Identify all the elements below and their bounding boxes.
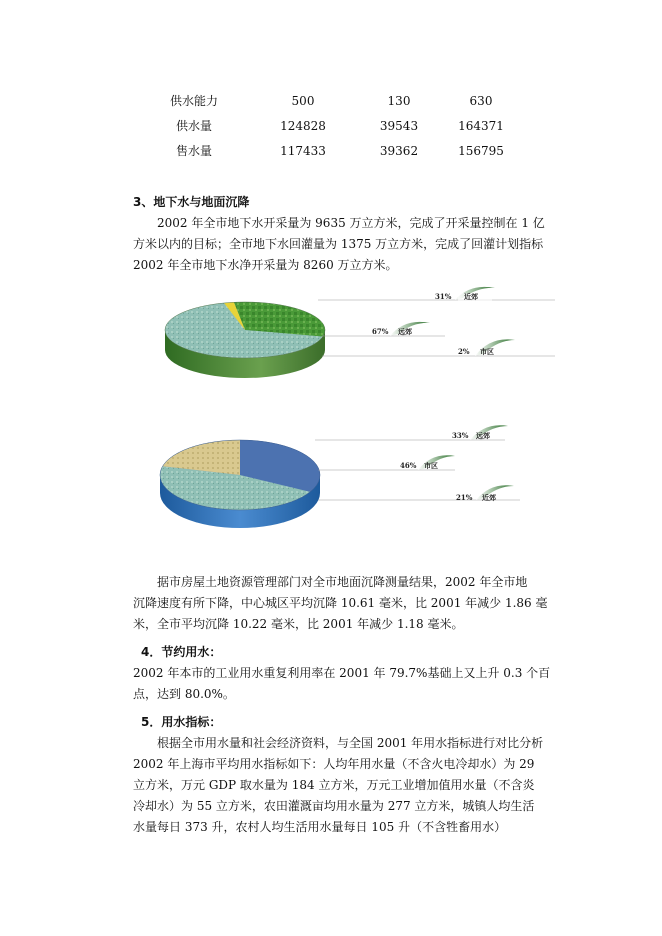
paragraph-line: 米，全市平均沉降 10.22 毫米，比 2001 年减少 1.18 毫米。 bbox=[133, 617, 464, 631]
category-label: 近郊 bbox=[482, 493, 496, 502]
paragraph-line: 点，达到 80.0%。 bbox=[133, 687, 235, 701]
category-label: 市区 bbox=[480, 347, 494, 356]
subsidence-paragraph bbox=[133, 572, 562, 635]
section-heading: 3、地下水与地面沉降 bbox=[133, 195, 250, 209]
paragraph-line: 2002 年全市地下水净开采量为 8260 万立方米。 bbox=[133, 258, 398, 272]
table-cell: 156795 bbox=[458, 143, 504, 158]
paragraph-line: 根据全市用水量和社会经济资料，与全国 2001 年用水指标进行对比分析 bbox=[157, 736, 544, 750]
category-label: 近郊 bbox=[464, 292, 478, 301]
table-cell: 117433 bbox=[280, 143, 326, 158]
paragraph-line: 2002 年上海市平均用水指标如下：人均年用水量（不含火电冷却水）为 29 bbox=[133, 757, 535, 771]
paragraph-line: 2002 年本市的工业用水重复利用率在 2001 年 79.7%基础上又上升 0.3 个百 bbox=[133, 666, 551, 680]
value-label: 2% bbox=[458, 347, 470, 356]
value-label: 31% bbox=[435, 292, 452, 301]
table-cell: 630 bbox=[469, 93, 493, 108]
table-cell: 124828 bbox=[280, 118, 326, 133]
pie1-label-1 bbox=[435, 287, 495, 303]
pie-chart-1 bbox=[165, 302, 325, 378]
category-label: 远郊 bbox=[398, 327, 412, 336]
section-water-saving bbox=[133, 642, 562, 705]
paragraph-line: 冷却水）为 55 立方米，农田灌溉亩均用水量为 277 立方米，城镇人均生活 bbox=[133, 799, 535, 813]
table-cell: 39362 bbox=[379, 143, 419, 158]
value-label: 46% bbox=[400, 461, 417, 470]
pie-chart-2 bbox=[160, 440, 320, 528]
category-label: 市区 bbox=[424, 461, 438, 470]
table-cell: 500 bbox=[291, 93, 315, 108]
row-label: 售水量 bbox=[175, 144, 212, 158]
pie2-label-2 bbox=[400, 455, 455, 470]
paragraph-line: 2002 年全市地下水开采量为 9635 万立方米，完成了开采量控制在 1 亿 bbox=[157, 216, 545, 230]
paragraph-line: 据市房屋土地资源管理部门对全市地面沉降测量结果，2002 年全市地 bbox=[157, 575, 528, 589]
table-cell: 164371 bbox=[458, 118, 504, 133]
table-cell: 39543 bbox=[379, 118, 419, 133]
pie2-label-1 bbox=[452, 425, 508, 440]
paragraph-line: 沉降速度有所下降，中心城区平均沉降 10.61 毫米，比 2001 年减少 1.86 毫 bbox=[133, 596, 548, 610]
category-label: 远郊 bbox=[476, 431, 490, 440]
pie1-label-2 bbox=[372, 322, 430, 336]
paragraph-line: 方米以内的目标；全市地下水回灌量为 1375 万立方米，完成了回灌计划指标 bbox=[133, 237, 544, 251]
row-label: 供水量 bbox=[175, 119, 212, 133]
paragraph-line: 水量每日 373 升，农村人均生活用水量每日 105 升（不含牲畜用水） bbox=[133, 820, 507, 834]
value-label: 33% bbox=[452, 431, 469, 440]
section-heading: 4．节约用水： bbox=[141, 645, 222, 659]
table-cell: 130 bbox=[387, 93, 411, 108]
pie2-label-3 bbox=[456, 485, 514, 502]
section-water-indicators bbox=[133, 712, 562, 838]
paragraph-line: 立方米，万元 GDP 取水量为 184 立方米，万元工业增加值用水量（不含炎 bbox=[133, 778, 535, 792]
value-label: 21% bbox=[456, 493, 473, 502]
pie1-label-3 bbox=[458, 339, 515, 356]
section-heading: 5．用水指标： bbox=[141, 715, 222, 729]
value-label: 67% bbox=[372, 327, 389, 336]
row-label: 供水能力 bbox=[169, 94, 218, 108]
